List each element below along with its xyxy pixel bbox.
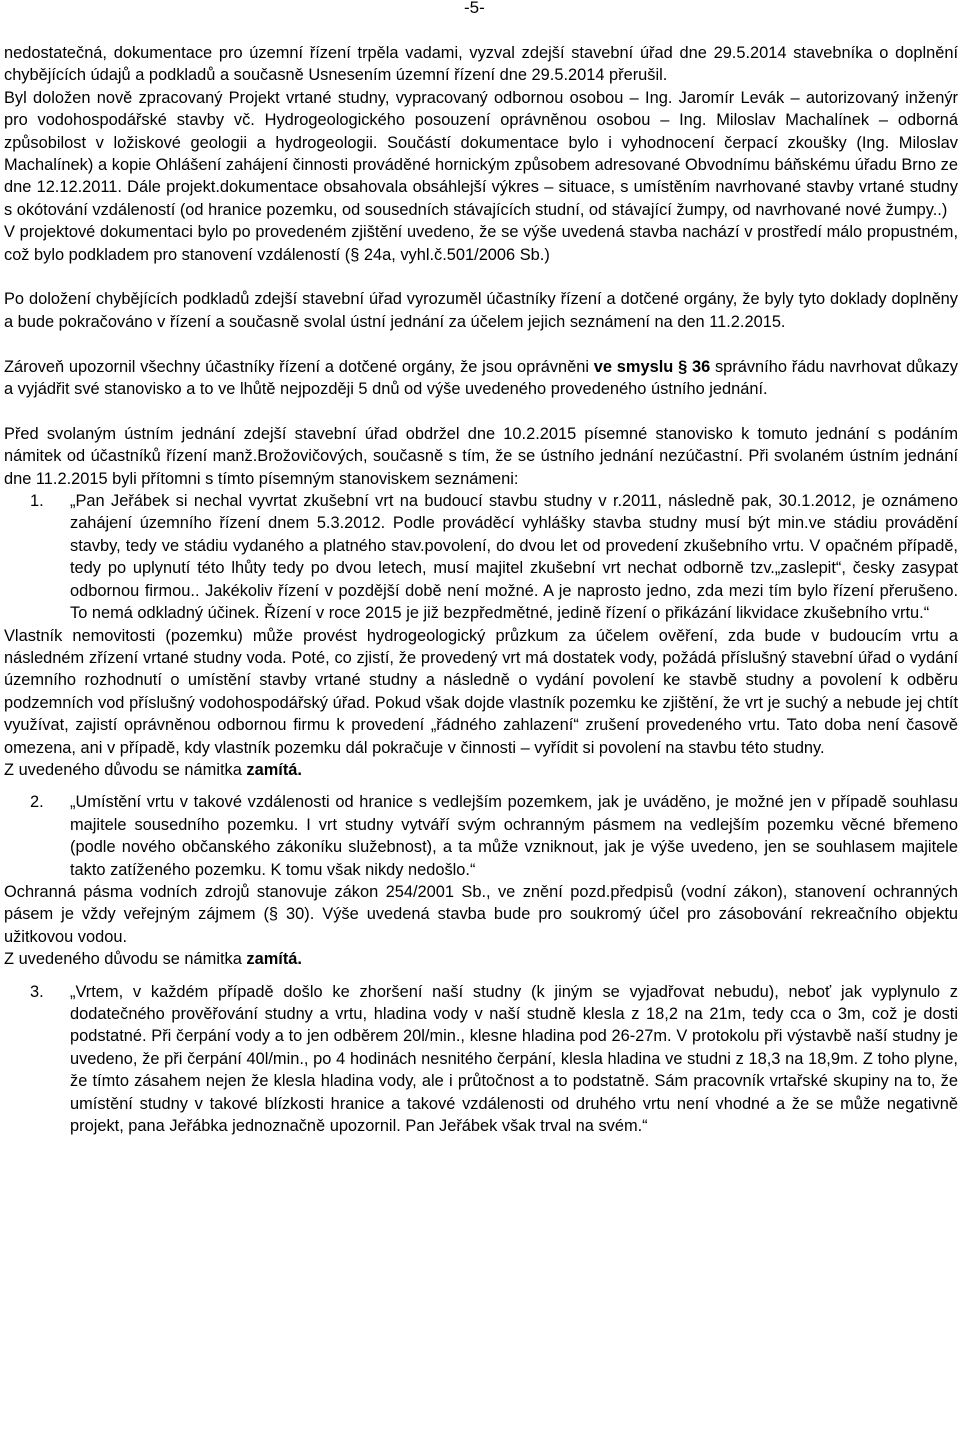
objection-response: Vlastník nemovitosti (pozemku) může provést hydrogeologický průzkum za účelem ověření, zda bude v budoucím vrtu a následném zřízení vrtané studny voda. Poté, co zjistí, že provedený vrt má dostatek vody, požádá příslušný stavební úřad o vydání územního rozhodnutí o umístění stavby vrtané studny a následně o vydání povolení ke stavbě studny a povolení k odběru podzemních vod příslušný vodohospodářský úřad. Pokud však dojde vlastník pozemku ke zjištění, že vrt je suchý a nebude jej chtít využívat, zajistí oprávněnou odbornou firmu k provedení „řádného zahlazení“ zrušení provedeného vrtu. Tato doba není časově omezena, ani v případě, kdy vlastník pozemku dál pokračuje v činnosti – vyřídit si povolení na stavbu této studny. [4,626,958,757]
objection-text: „Pan Jeřábek si nechal vyvrtat zkušební vrt na budoucí stavbu studny v r.2011, následně pak, 30.1.2012, je oznámeno zahájení územního řízení dnem 5.3.2012. Podle prováděcí vyhlášky stavba studny musí být min.ve stádiu provádění stavby, tedy ve stádiu vydaného a platného stav.povolení, do dvou let od provedení zkušebního vrtu. V opačném případě, tedy po uplynutí této lhůty tedy po dvou letech, musí majitel zkušební vrt nechat odborně tzv.„zaslepit“, česky zasypat odbornou firmou.. Jakékoliv řízení v pozdější době není možné. A je naprosto jedno, zda mezi tím bylo řízení přerušeno. To nemá odkladný účinek. Řízení v roce 2015 je již bezpředmětné, jedině řízení o přikázání likvidace zkušebního vrtu.“ [70,492,958,623]
verdict-word: zamítá. [246,760,302,779]
objection-item [4,981,958,1138]
intro-sentence-2: Byl doložen nově zpracovaný Projekt vrtané studny, vypracovaný odbornou osobou – Ing. Jaromír Levák – autorizovaný inženýr pro vodohospodářské stavby vč. Hydrogeologického posouzení oprávněnou osobou – Ing. Miloslav Machalínek – odborná způsobilost v ložiskové geologii a hydrogeologii. Součástí dokumentace bylo i vyhodnocení čerpací zkoušky (Ing. Miloslav Machalínek) a kopie Ohlášení zahájení činnosti prováděné hornickým způsobem adresované Obvodnímu báňskému úřadu Brno ze dne 12.12.2011. Dále projekt.dokumentace obsahovala obsáhlejší výkres – situace, s umístěním navrhované stavby vrtané studny s okótování vzdáleností (od hranice pozemku, od sousedních stávajících studní, od stávající žumpy, od navrhované nové žumpy..) [4,88,958,219]
objection-response: Ochranná pásma vodních zdrojů stanovuje zákon 254/2001 Sb., ve znění pozd.předpisů (vodní zákon), stanovení ochranných pásem je vždy veřejným zájmem (§ 30). Výše uvedená stavba bude pro soukromý účel pro zásobování rekreačního objektu užitkovou vodou. [4,882,958,946]
paragraph-intro [4,42,958,266]
paragraph-notification: Po doložení chybějících podkladů zdejší stavební úřad vyrozuměl účastníky řízení a dotčené orgány, že byly tyto doklady doplněny a bude pokračováno v řízení a současně svolal ústní jednání za účelem jejich seznámení na den 11.2.2015. [4,290,958,331]
objection-number: 3. [30,982,44,1001]
page-number: -5- [464,0,485,17]
intro-sentence-1: nedostatečná, dokumentace pro územní řízení trpěla vadami, vyzval zdejší stavební úřad dne 29.5.2014 stavebníka o doplnění chybějících údajů a podkladů a současně Usnesením územní řízení dne 29.5.2014 přerušil. [4,44,958,85]
objection-text: „Umístění vrtu v takové vzdálenosti od hranice s vedlejším pozemkem, jak je uváděno, je možné jen v případě souhlasu majitele sousedního pozemku. I vrt studny vytváří svým ochranným pásmem na vedlejším pozemku věcné břemeno (podle nového občanského zákoníku služebnost), a ta může vzniknout, jak je výše uvedeno, jen se souhlasem majitele takto zatíženého pozemku. K tomu však nikdy nedošlo.“ [70,793,958,879]
intro-sentence-3: V projektové dokumentaci bylo po provedeném zjištění uvedeno, že se výše uvedená stavba nachází v prostředí málo propustném, což bylo podkladem pro stanovení vzdáleností (§ 24a, vyhl.č.501/2006 Sb.) [4,223,958,264]
paragraph-objections: Před svolaným ústním jednání zdejší stavební úřad obdržel dne 10.2.2015 písemné stanovisko k tomuto jednání s podáním námitek od účastníků řízení manž.Brožovičových, současně s tím, že se ústního jednání nezúčastní. Při svolaném ústním jednání dne 11.2.2015 byli přítomni s tímto písemným stanoviskem seznámeni: [4,424,958,488]
objection-item [4,490,958,624]
document-page [4,0,958,1137]
objection-number: 2. [30,793,44,812]
objection-verdict: Z uvedeného důvodu se námitka zamítá. [4,760,302,779]
legal-reference: ve smyslu § 36 [593,357,711,376]
objection-text: „Vrtem, v každém případě došlo ke zhoršení naší studny (k jiným se vyjadřovat nebudu), neboť jak vyplynulo z dodatečného prověřování studny a vrtu, hladina vody v naší studně klesla z 18,2 na 21m, tedy cca o 3m, což je dosti podstatné. Při čerpání vody a to jen odběrem 20l/min., klesne hladina pod 26-27m. V protokolu při výstavbě naší studny je uvedeno, že při čerpání 40l/min., po 4 hodinách nesnitého čerpání, klesla hladina ve studni z 18,3 na 18,9m. Z toho plyne, že tímto zásahem nejen že klesla hladina vody, ale i průtočnost a to podstatně. Sám pracovník vrtařské skupiny na to, že umístění studny v takové blízkosti hranice a takové vzdálenosti od druhého vrtu není vhodné a že se může negativně projekt, pana Jeřábka jednoznačně upozornil. Pan Jeřábek však trval na svém.“ [70,982,958,1136]
verdict-word: zamítá. [246,950,302,969]
objection-number: 1. [30,492,44,511]
objection-item [4,791,958,881]
objection-verdict: Z uvedeného důvodu se námitka zamítá. [4,950,302,969]
paragraph-warning: Zároveň upozornil všechny účastníky řízení a dotčené orgány, že jsou oprávněni ve smyslu § 36 správního řádu navrhovat důkazy a vyjádřit své stanovisko a to ve lhůtě nejpozději 5 dnů od výše uvedeného provedeného ústního jednání. [4,357,959,399]
